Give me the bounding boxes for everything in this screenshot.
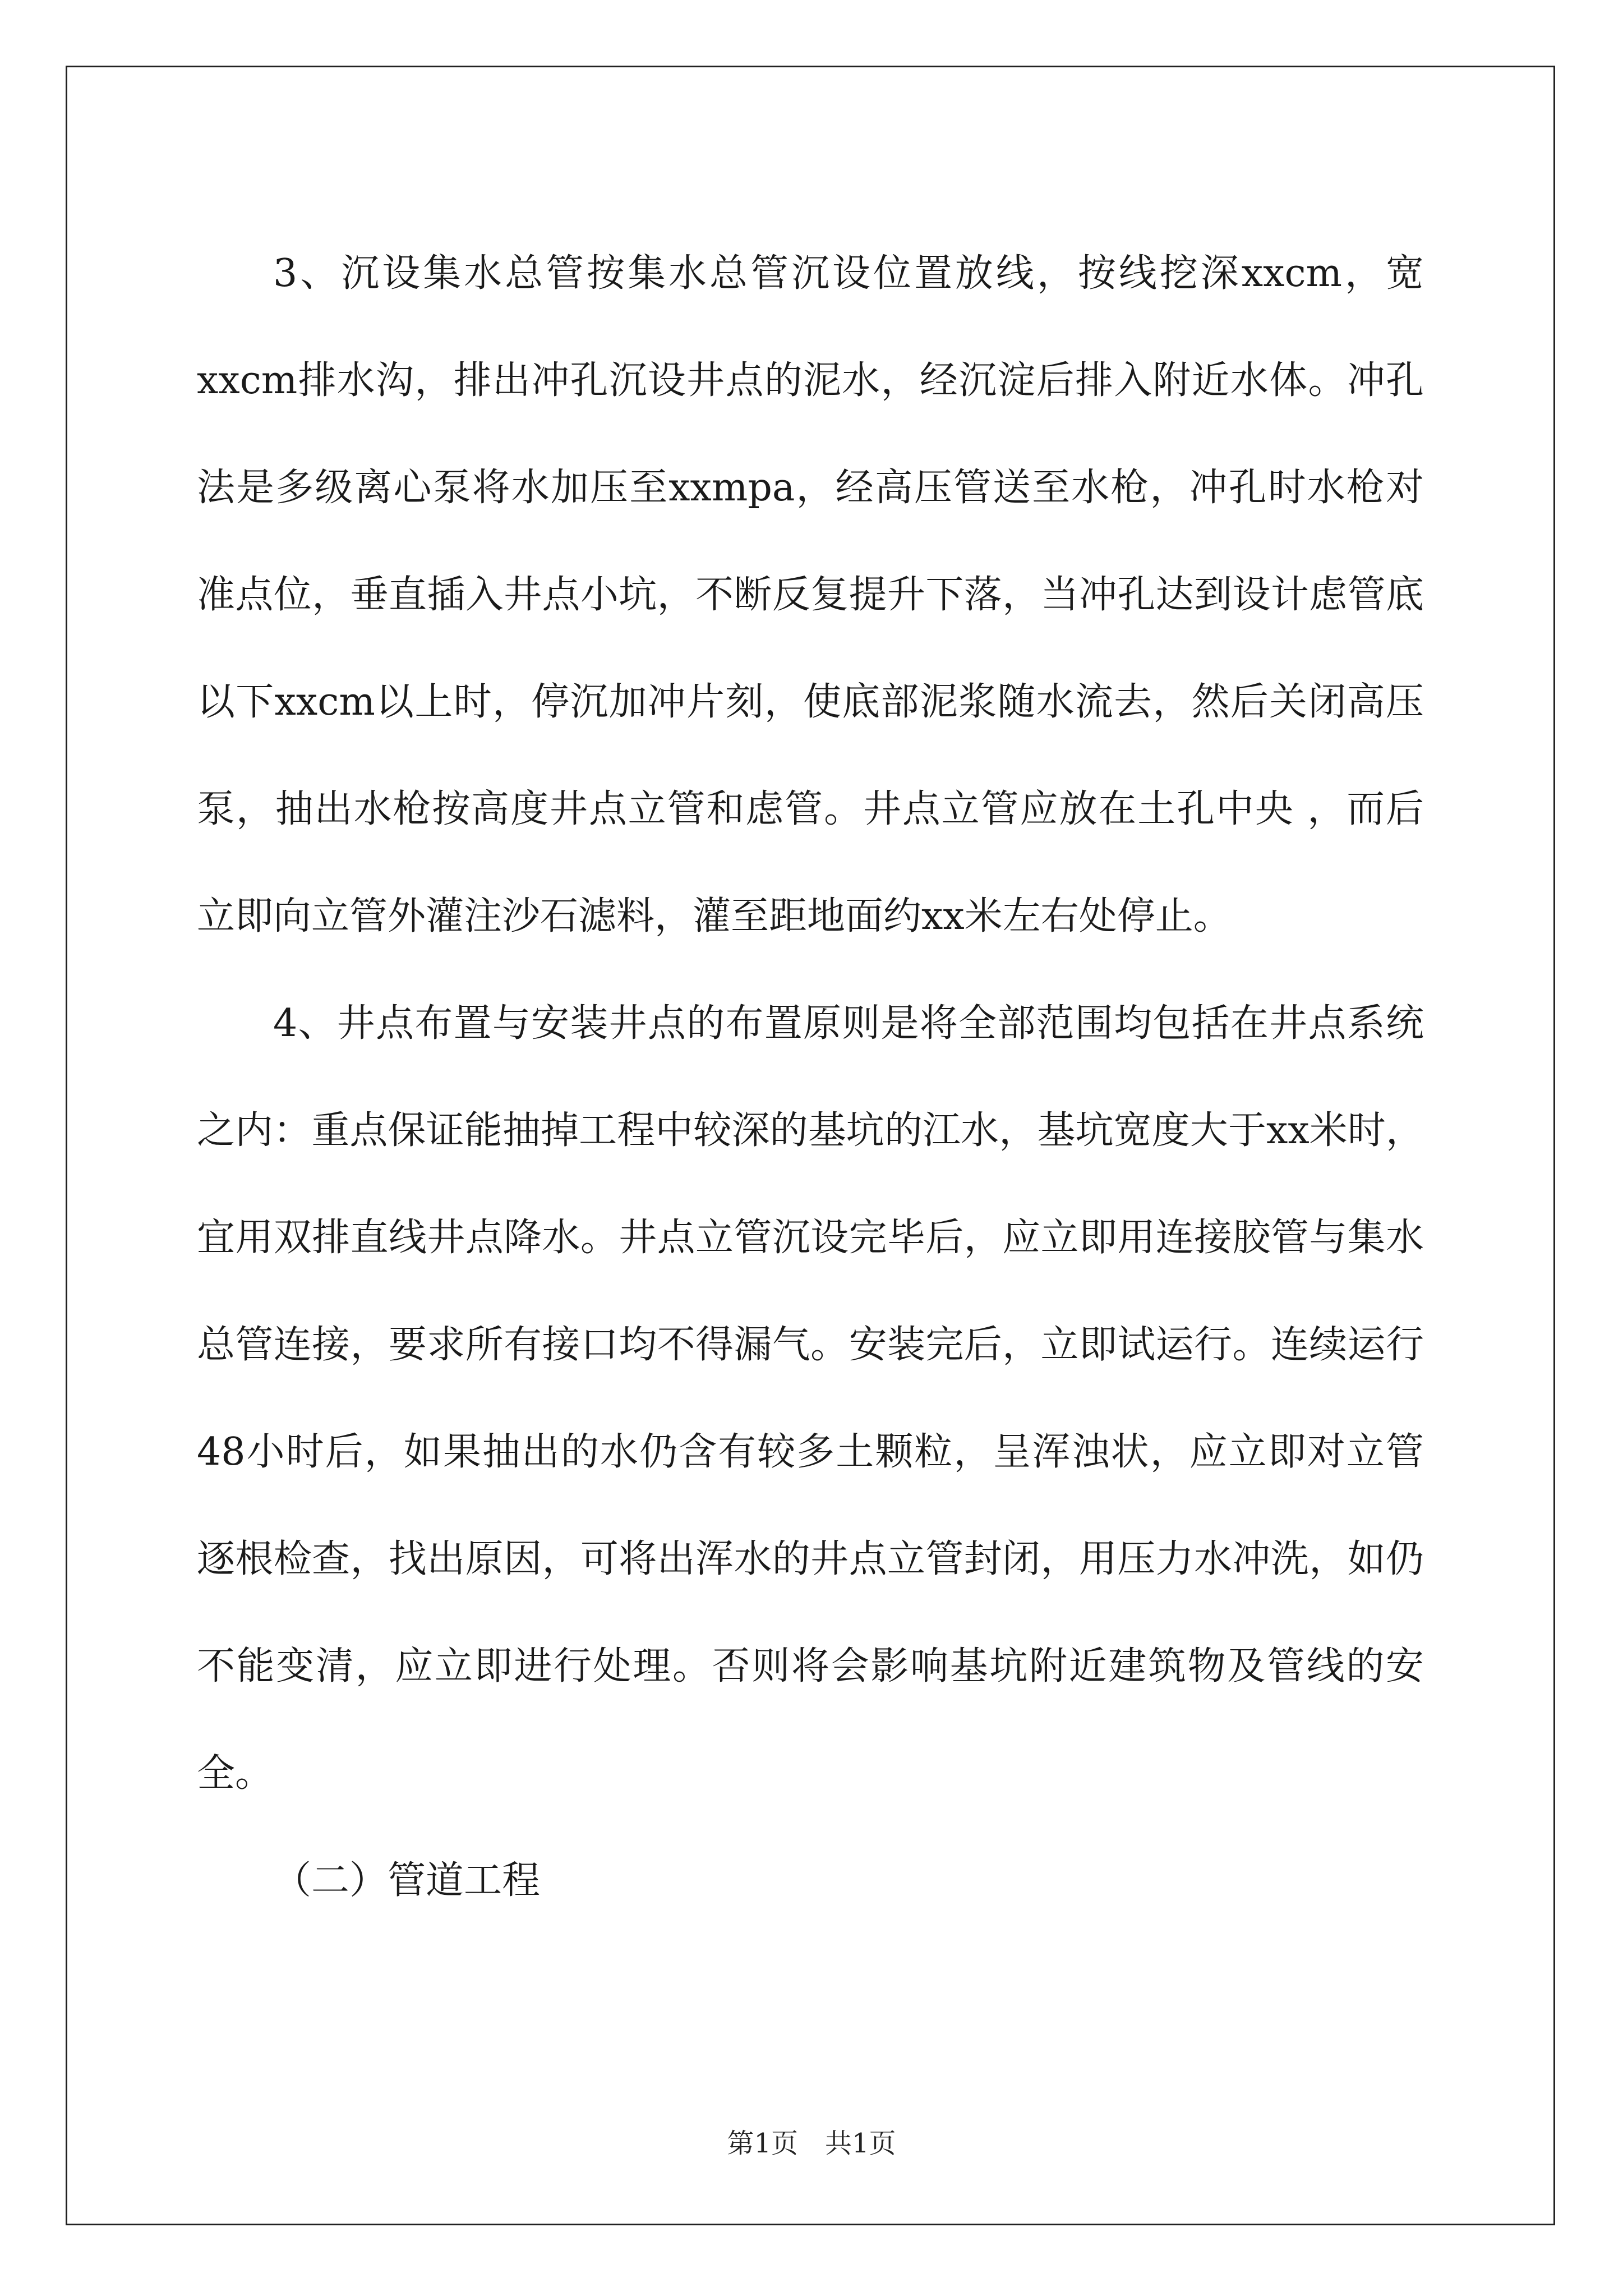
page-footer	[0, 2122, 1623, 2160]
document-body	[197, 220, 1424, 1934]
section-heading: （二）管道工程	[273, 1858, 541, 1903]
page-total: 共1页	[825, 2128, 896, 2159]
paragraph-3: 3、沉设集水总管按集水总管沉设位置放线，按线挖深xxcm，宽xxcm排水沟，排出冲孔沉设井点的泥水，经沉淀后排入附近水体。冲孔法是多级离心泵将水加压至xxmpa，经高压管送至水枪，冲孔时水枪对准点位，垂直插入井点小坑，不断反复提升下落，当冲孔达到设计虑管底以下xxcm以上时，停沉加冲片刻，使底部泥浆随水流去，然后关闭高压泵，抽出水枪按高度井点立管和虑管。井点立管应放在土孔中央 ，而后立即向立管外灌注沙石滤料，灌至距地面约xx米左右处停止。	[197, 251, 1424, 938]
page-number: 第1页	[727, 2128, 798, 2159]
paragraph-4: 4、井点布置与安装井点的布置原则是将全部范围均包括在井点系统之内：重点保证能抽掉工程中较深的基坑的江水，基坑宽度大于xx米时，宜用双排直线井点降水。井点立管沉设完毕后，应立即用连接胶管与集水总管连接，要求所有接口均不得漏气。安装完后，立即试运行。连续运行48小时后，如果抽出的水仍含有较多土颗粒，呈浑浊状，应立即对立管逐根检查，找出原因，可将出浑水的井点立管封闭，用压力水冲洗，如仍不能变清，应立即进行处理。否则将会影响基坑附近建筑物及管线的安全。	[197, 1001, 1424, 1796]
